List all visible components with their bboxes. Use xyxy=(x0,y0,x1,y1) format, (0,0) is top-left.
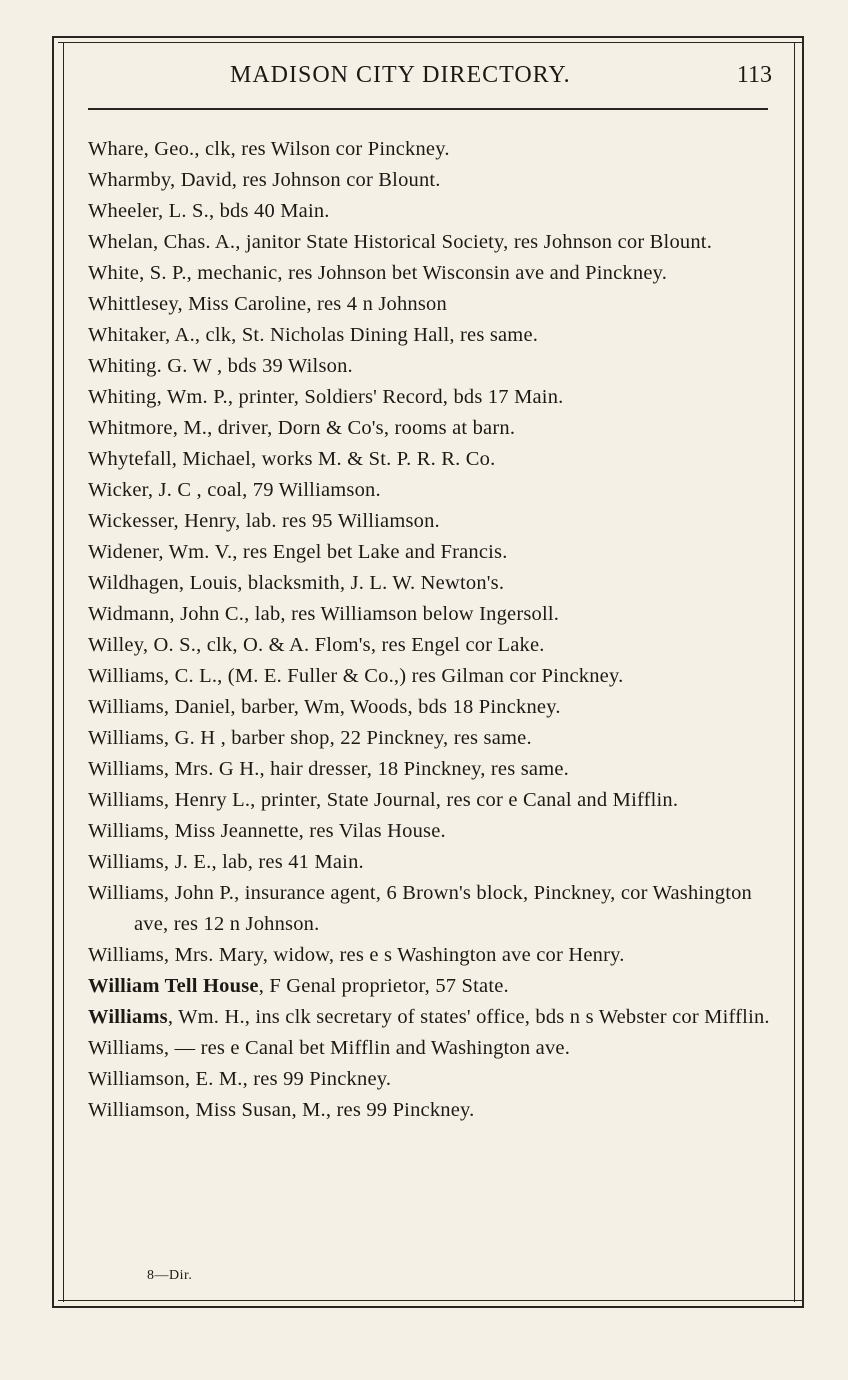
frame-rule-left-inner xyxy=(63,42,64,1302)
directory-entry: Williams, Henry L., printer, State Journal, res cor e Canal and Mifflin. xyxy=(88,789,679,811)
directory-entry: Wharmby, David, res Johnson cor Blount. xyxy=(88,169,441,191)
frame-rule-right xyxy=(802,36,804,1308)
page-title: MADISON CITY DIRECTORY. xyxy=(230,62,571,88)
directory-entry: Whitaker, A., clk, St. Nicholas Dining Hall, res same. xyxy=(88,324,539,346)
directory-entry: Williams, Mrs. Mary, widow, res e s Washington ave cor Henry. xyxy=(88,944,625,966)
directory-entry: Whiting, Wm. P., printer, Soldiers' Record, bds 17 Main. xyxy=(88,386,564,408)
directory-entry: Williams, C. L., (M. E. Fuller & Co.,) res Gilman cor Pinckney. xyxy=(88,665,624,687)
directory-entry: Williams, G. H , barber shop, 22 Pinckney, res same. xyxy=(88,727,532,749)
frame-rule-bottom-inner xyxy=(58,1300,802,1301)
entry-details: , Wm. H., ins clk secretary of states' office, bds n s Webster cor Mifflin. xyxy=(167,1006,770,1028)
directory-entry: Whytefall, Michael, works M. & St. P. R. R. Co. xyxy=(88,448,496,470)
frame-rule-right-inner xyxy=(794,42,795,1302)
directory-entry: Wickesser, Henry, lab. res 95 Williamson. xyxy=(88,510,440,532)
directory-entry-emphasized xyxy=(88,1002,778,1033)
entry-name-bold: William Tell House xyxy=(88,975,259,997)
directory-entries xyxy=(88,134,778,1126)
directory-entry: Wildhagen, Louis, blacksmith, J. L. W. Newton's. xyxy=(88,572,505,594)
directory-entry: Wicker, J. C , coal, 79 Williamson. xyxy=(88,479,381,501)
directory-entry-emphasized xyxy=(88,971,778,1002)
frame-rule-top xyxy=(52,36,802,38)
directory-entry: Willey, O. S., clk, O. & A. Flom's, res Engel cor Lake. xyxy=(88,634,545,656)
directory-entry: Williams, John P., insurance agent, 6 Brown's block, Pinckney, cor Washington ave, res 12 n Johnson. xyxy=(88,882,752,935)
directory-entry: Whiting. G. W , bds 39 Wilson. xyxy=(88,355,353,377)
directory-entry: Williamson, Miss Susan, M., res 99 Pinckney. xyxy=(88,1099,475,1121)
page-number: 113 xyxy=(736,62,772,88)
running-header xyxy=(88,62,772,96)
directory-entry: Widmann, John C., lab, res Williamson below Ingersoll. xyxy=(88,603,560,625)
frame-rule-left xyxy=(52,36,54,1308)
directory-entry: Whelan, Chas. A., janitor State Historical Society, res Johnson cor Blount. xyxy=(88,231,713,253)
directory-entry: Williams, — res e Canal bet Mifflin and Washington ave. xyxy=(88,1037,571,1059)
directory-entry: Whittlesey, Miss Caroline, res 4 n Johnson xyxy=(88,293,447,315)
directory-entry: Widener, Wm. V., res Engel bet Lake and Francis. xyxy=(88,541,508,563)
directory-entry: Williamson, E. M., res 99 Pinckney. xyxy=(88,1068,392,1090)
directory-entry: Williams, J. E., lab, res 41 Main. xyxy=(88,851,364,873)
directory-entry: Wheeler, L. S., bds 40 Main. xyxy=(88,200,330,222)
directory-entry: White, S. P., mechanic, res Johnson bet Wisconsin ave and Pinckney. xyxy=(88,262,668,284)
directory-entry: Williams, Miss Jeannette, res Vilas House. xyxy=(88,820,446,842)
frame-rule-top-inner xyxy=(58,42,802,43)
directory-entry: Whitmore, M., driver, Dorn & Co's, rooms at barn. xyxy=(88,417,516,439)
signature-mark: 8—Dir. xyxy=(147,1268,193,1283)
header-rule xyxy=(88,108,768,110)
entry-name-bold: Williams xyxy=(88,1006,168,1028)
entry-details: , F Genal proprietor, 57 State. xyxy=(258,975,509,997)
frame-rule-bottom xyxy=(52,1306,804,1308)
directory-entry: Whare, Geo., clk, res Wilson cor Pinckney. xyxy=(88,138,450,160)
directory-entry: Williams, Mrs. G H., hair dresser, 18 Pinckney, res same. xyxy=(88,758,569,780)
directory-entry: Williams, Daniel, barber, Wm, Woods, bds 18 Pinckney. xyxy=(88,696,561,718)
